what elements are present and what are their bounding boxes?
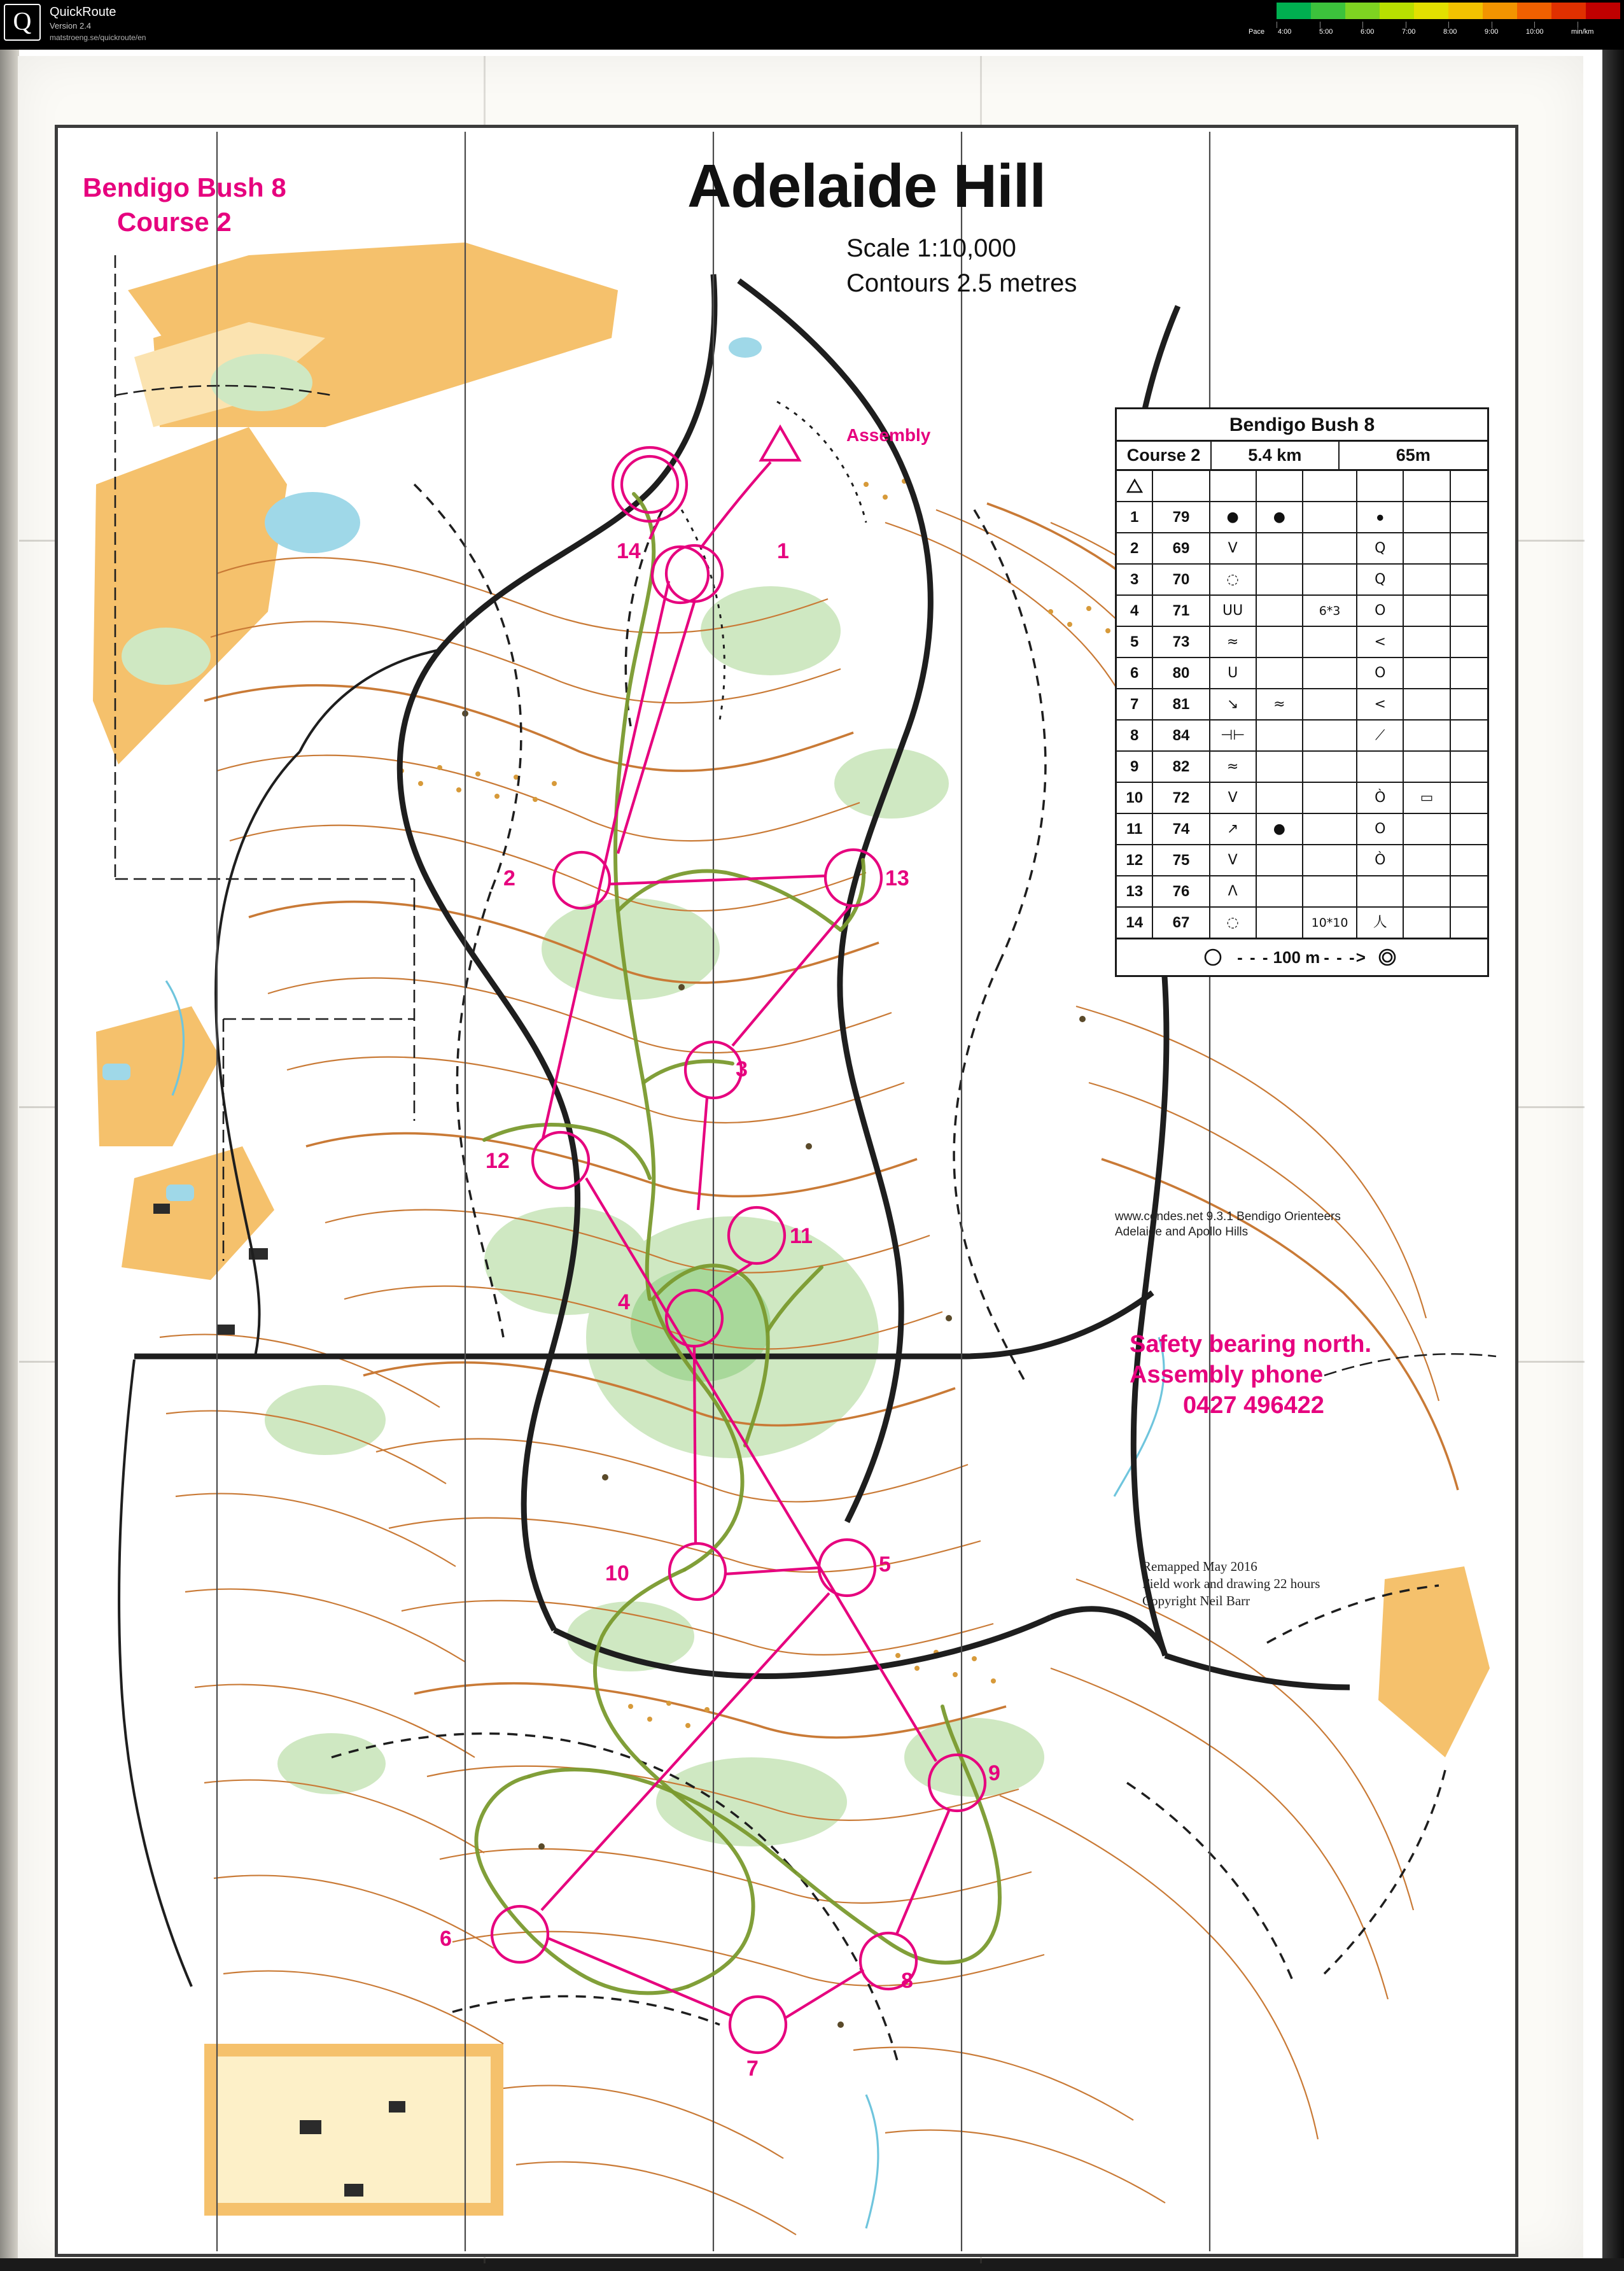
pace-tick <box>1448 22 1492 28</box>
scan-right-edge <box>1602 50 1624 2271</box>
pace-legend <box>1249 3 1620 45</box>
control-description-row <box>1117 533 1487 565</box>
control-number-cell: 7 <box>1117 689 1153 719</box>
control-description-row <box>1117 908 1487 939</box>
map-credits <box>1142 1558 1320 1610</box>
column-g-cell <box>1404 502 1450 532</box>
control-description-row <box>1117 658 1487 689</box>
column-e-cell <box>1303 533 1357 563</box>
column-e-cell <box>1303 783 1357 813</box>
start-col-h <box>1451 471 1487 501</box>
control-description-row <box>1117 596 1487 627</box>
control-number-label: 10 <box>605 1561 629 1585</box>
column-h-cell <box>1451 814 1487 844</box>
control-number-label: 14 <box>617 539 641 563</box>
column-f-cell: ⦁ <box>1357 502 1404 532</box>
column-d-cell <box>1257 596 1303 626</box>
control-description-row <box>1117 689 1487 721</box>
column-g-cell <box>1404 752 1450 782</box>
control-description-row <box>1117 721 1487 752</box>
column-e-cell: 10*10 <box>1303 908 1357 938</box>
control-description-row <box>1117 565 1487 596</box>
column-g-cell: ▭ <box>1404 783 1450 813</box>
control-number-label: 1 <box>777 539 789 563</box>
control-number-label: 7 <box>746 2057 759 2081</box>
column-f-cell: Q <box>1357 565 1404 594</box>
start-triangle-icon <box>1117 471 1153 501</box>
control-code-cell: 80 <box>1153 658 1210 688</box>
column-e-cell <box>1303 565 1357 594</box>
pace-tick <box>1277 22 1320 28</box>
column-f-cell: Q <box>1357 533 1404 563</box>
pace-swatch <box>1380 3 1414 19</box>
control-number-cell: 4 <box>1117 596 1153 626</box>
remap-date: Remapped May 2016 <box>1142 1559 1257 1574</box>
column-g-cell <box>1404 658 1450 688</box>
control-code-cell: 70 <box>1153 565 1210 594</box>
column-f-cell: Ò <box>1357 783 1404 813</box>
pace-swatch <box>1448 3 1483 19</box>
column-g-cell <box>1404 814 1450 844</box>
scanned-map-sheet <box>0 50 1624 2271</box>
control-number-cell: 13 <box>1117 876 1153 906</box>
column-h-cell <box>1451 752 1487 782</box>
pace-legend-label: Pace <box>1249 28 1265 36</box>
column-c-cell: U <box>1210 658 1257 688</box>
course-name: Course 2 <box>117 207 232 237</box>
logo-glyph: Q <box>13 6 32 36</box>
column-c-cell: ⊣⊢ <box>1210 721 1257 750</box>
credit-line-2: Adelaide and Apollo Hills <box>1115 1225 1249 1239</box>
pace-tick-labels <box>1277 28 1620 41</box>
column-h-cell <box>1451 721 1487 750</box>
pace-tick <box>1320 22 1363 28</box>
column-f-cell: < <box>1357 689 1404 719</box>
application-titlebar <box>0 0 1624 50</box>
control-description-row <box>1117 627 1487 658</box>
control-description-header <box>1117 442 1487 471</box>
safety-information <box>1130 1329 1371 1421</box>
pace-tick <box>1492 22 1535 28</box>
pace-tick <box>1578 22 1621 28</box>
control-number-cell: 12 <box>1117 845 1153 875</box>
control-description-row <box>1117 502 1487 533</box>
column-d-cell <box>1257 908 1303 938</box>
column-g-cell <box>1404 565 1450 594</box>
column-f-cell <box>1357 876 1404 906</box>
pace-swatch <box>1277 3 1311 19</box>
column-f-cell <box>1357 752 1404 782</box>
start-col-e <box>1303 471 1357 501</box>
pace-tick <box>1406 22 1449 28</box>
safety-bearing-text: Safety bearing north. <box>1130 1331 1372 1358</box>
pace-swatch <box>1517 3 1551 19</box>
column-f-cell: ⟋ <box>1357 721 1404 750</box>
column-e-cell <box>1303 814 1357 844</box>
column-g-cell <box>1404 721 1450 750</box>
column-f-cell: O <box>1357 814 1404 844</box>
map-title: Adelaide Hill <box>687 152 1046 220</box>
column-e-cell <box>1303 721 1357 750</box>
control-number-cell: 10 <box>1117 783 1153 813</box>
control-number-label: 9 <box>988 1761 1000 1785</box>
control-number-label: 2 <box>503 866 515 890</box>
column-c-cell: ≈ <box>1210 627 1257 657</box>
control-number-label: 6 <box>440 1927 452 1951</box>
column-g-cell <box>1404 689 1450 719</box>
column-c-cell: ↘ <box>1210 689 1257 719</box>
control-number-label: 4 <box>618 1290 630 1314</box>
start-col-c <box>1210 471 1257 501</box>
column-h-cell <box>1451 627 1487 657</box>
column-g-cell <box>1404 845 1450 875</box>
pace-swatch <box>1551 3 1586 19</box>
column-d-cell <box>1257 627 1303 657</box>
scan-bottom-edge <box>0 2258 1624 2271</box>
control-number-cell: 6 <box>1117 658 1153 688</box>
pace-tick-label: 5:00 <box>1319 28 1333 36</box>
column-e-cell <box>1303 845 1357 875</box>
app-title: QuickRoute <box>50 5 116 19</box>
pace-tick-label: 7:00 <box>1401 28 1416 36</box>
control-number-label: 3 <box>736 1057 748 1081</box>
fieldwork-hours: Field work and drawing 22 hours <box>1142 1576 1320 1591</box>
pace-swatch <box>1414 3 1448 19</box>
app-url: matstroeng.se/quickroute/en <box>50 33 146 42</box>
assembly-phone-label: Assembly phone <box>1130 1361 1324 1388</box>
course-name-cell: Course 2 <box>1117 442 1212 469</box>
control-description-row <box>1117 814 1487 845</box>
pace-unit-label: min/km <box>1571 28 1594 36</box>
credit-line-1: www.condes.net 9.3.1 Bendigo Orienteers <box>1115 1210 1341 1223</box>
column-d-cell <box>1257 658 1303 688</box>
pace-color-scale <box>1277 3 1620 19</box>
column-c-cell: ≈ <box>1210 752 1257 782</box>
column-e-cell <box>1303 502 1357 532</box>
pace-swatch <box>1311 3 1345 19</box>
column-e-cell <box>1303 876 1357 906</box>
control-description-rows <box>1117 502 1487 939</box>
column-d-cell <box>1257 565 1303 594</box>
control-description-row <box>1117 783 1487 814</box>
control-number-cell: 3 <box>1117 565 1153 594</box>
column-g-cell <box>1404 908 1450 938</box>
control-number-label: 8 <box>901 1969 913 1993</box>
column-g-cell <box>1404 596 1450 626</box>
column-f-cell: ⼈ <box>1357 908 1404 938</box>
control-code-cell: 81 <box>1153 689 1210 719</box>
control-code-cell: 69 <box>1153 533 1210 563</box>
column-d-cell <box>1257 752 1303 782</box>
column-f-cell: O <box>1357 596 1404 626</box>
pace-tick-label: 4:00 <box>1278 28 1292 36</box>
column-c-cell: ◌ <box>1210 908 1257 938</box>
control-description-table <box>1115 407 1489 977</box>
column-c-cell: UU <box>1210 596 1257 626</box>
column-e-cell <box>1303 658 1357 688</box>
column-d-cell <box>1257 876 1303 906</box>
column-c-cell: V <box>1210 783 1257 813</box>
column-e-cell: 6*3 <box>1303 596 1357 626</box>
control-number-cell: 5 <box>1117 627 1153 657</box>
start-col-f <box>1357 471 1404 501</box>
column-d-cell <box>1257 721 1303 750</box>
control-code-cell: 74 <box>1153 814 1210 844</box>
column-c-cell: ● <box>1210 502 1257 532</box>
assembly-label: Assembly <box>846 425 931 445</box>
control-code-cell: 67 <box>1153 908 1210 938</box>
software-credit <box>1115 1209 1341 1240</box>
control-number-label: 11 <box>790 1224 813 1248</box>
quickroute-logo-icon <box>4 4 41 41</box>
control-number-cell: 11 <box>1117 814 1153 844</box>
column-c-cell: V <box>1210 845 1257 875</box>
column-c-cell: V <box>1210 533 1257 563</box>
control-code-cell: 76 <box>1153 876 1210 906</box>
control-code-cell: 79 <box>1153 502 1210 532</box>
column-h-cell <box>1451 876 1487 906</box>
column-e-cell <box>1303 689 1357 719</box>
control-number-cell: 8 <box>1117 721 1153 750</box>
pace-swatch <box>1345 3 1380 19</box>
column-c-cell: Λ <box>1210 876 1257 906</box>
app-version: Version 2.4 <box>50 21 92 31</box>
course-event-name: Bendigo Bush 8 <box>83 172 286 202</box>
column-d-cell <box>1257 533 1303 563</box>
column-h-cell <box>1451 596 1487 626</box>
column-d-cell: ● <box>1257 502 1303 532</box>
control-number-cell: 2 <box>1117 533 1153 563</box>
column-h-cell <box>1451 845 1487 875</box>
control-description-row <box>1117 752 1487 783</box>
column-h-cell <box>1451 565 1487 594</box>
control-code-cell: 72 <box>1153 783 1210 813</box>
control-number-label: 12 <box>486 1149 510 1173</box>
control-number-cell: 14 <box>1117 908 1153 938</box>
column-f-cell: < <box>1357 627 1404 657</box>
control-number-cell: 9 <box>1117 752 1153 782</box>
column-g-cell <box>1404 533 1450 563</box>
column-f-cell: O <box>1357 658 1404 688</box>
course-climb-cell: 65m <box>1396 446 1431 465</box>
pace-tick <box>1534 22 1578 28</box>
column-h-cell <box>1451 783 1487 813</box>
column-h-cell <box>1451 502 1487 532</box>
pace-tick-label: 9:00 <box>1484 28 1499 36</box>
scale-bar-label: 100 m <box>1273 947 1320 967</box>
column-g-cell <box>1404 627 1450 657</box>
control-code-cell: 71 <box>1153 596 1210 626</box>
pace-swatch <box>1483 3 1517 19</box>
copyright-line: Copyright Neil Barr <box>1142 1593 1250 1608</box>
control-code-cell: 82 <box>1153 752 1210 782</box>
pace-tick <box>1362 22 1406 28</box>
assembly-phone-number: 0427 496422 <box>1183 1392 1324 1419</box>
column-d-cell <box>1257 845 1303 875</box>
control-description-scale-bar: - - - 100 m - - -> <box>1117 939 1487 975</box>
column-c-cell: ◌ <box>1210 565 1257 594</box>
map-scale-text: Scale 1:10,000 <box>846 234 1016 262</box>
start-col-g <box>1404 471 1450 501</box>
pace-tick-label: 6:00 <box>1360 28 1375 36</box>
control-number-label: 5 <box>879 1552 891 1577</box>
control-code-cell: 75 <box>1153 845 1210 875</box>
control-description-row <box>1117 876 1487 908</box>
column-g-cell <box>1404 876 1450 906</box>
control-description-row <box>1117 845 1487 876</box>
control-number-cell: 1 <box>1117 502 1153 532</box>
pace-swatch <box>1586 3 1620 19</box>
control-number-label: 13 <box>885 866 909 890</box>
column-h-cell <box>1451 658 1487 688</box>
control-description-title: Bendigo Bush 8 <box>1117 409 1487 442</box>
start-col-d <box>1257 471 1303 501</box>
control-code-cell: 84 <box>1153 721 1210 750</box>
column-h-cell <box>1451 533 1487 563</box>
control-description-start-row <box>1117 471 1487 502</box>
pace-tick-label: 8:00 <box>1443 28 1457 36</box>
column-e-cell <box>1303 627 1357 657</box>
column-c-cell: ↗ <box>1210 814 1257 844</box>
column-d-cell: ≈ <box>1257 689 1303 719</box>
start-code-cell <box>1153 471 1210 501</box>
course-title-block <box>83 171 286 239</box>
column-e-cell <box>1303 752 1357 782</box>
column-f-cell: Ò <box>1357 845 1404 875</box>
column-h-cell <box>1451 908 1487 938</box>
control-code-cell: 73 <box>1153 627 1210 657</box>
course-distance-cell: 5.4 km <box>1212 442 1340 469</box>
map-contour-interval-text: Contours 2.5 metres <box>846 269 1077 297</box>
pace-tick-label: 10:00 <box>1525 28 1544 36</box>
scan-left-edge <box>0 50 19 2271</box>
column-h-cell <box>1451 689 1487 719</box>
column-d-cell: ● <box>1257 814 1303 844</box>
column-d-cell <box>1257 783 1303 813</box>
